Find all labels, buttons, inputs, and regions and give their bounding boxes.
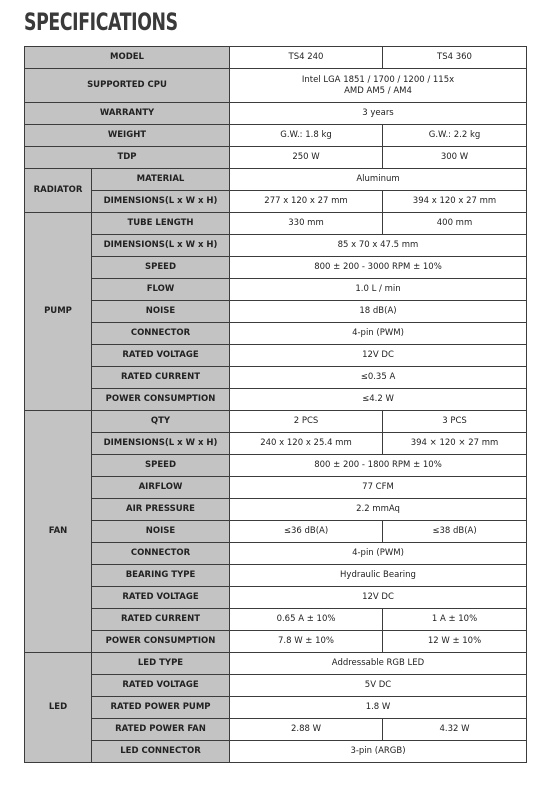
cell-value: 394 x 120 x 27 mm	[383, 191, 527, 213]
cell-value: ≤4.2 W	[230, 389, 527, 411]
table-row	[25, 499, 527, 521]
row-label: WARRANTY	[25, 103, 230, 125]
table-row	[25, 455, 527, 477]
cell-value: 2.2 mmAq	[230, 499, 527, 521]
group-label-pump: PUMP	[25, 213, 92, 411]
cell-value: Addressable RGB LED	[230, 653, 527, 675]
cell-value: 4.32 W	[383, 719, 527, 741]
cell-value: 1.0 L / min	[230, 279, 527, 301]
cell-value: ≤0.35 A	[230, 367, 527, 389]
specifications-table	[24, 46, 527, 763]
row-label: CONNECTOR	[92, 323, 230, 345]
row-label: DIMENSIONS(L x W x H)	[92, 191, 230, 213]
table-row	[25, 191, 527, 213]
table-row	[25, 213, 527, 235]
cell-value: 240 x 120 x 25.4 mm	[230, 433, 383, 455]
cell-value: ≤36 dB(A)	[230, 521, 383, 543]
cell-value: TS4 360	[383, 47, 527, 69]
cell-value: 277 x 120 x 27 mm	[230, 191, 383, 213]
table-row	[25, 631, 527, 653]
table-row	[25, 389, 527, 411]
table-row	[25, 543, 527, 565]
row-label: NOISE	[92, 521, 230, 543]
row-label: MATERIAL	[92, 169, 230, 191]
row-label: QTY	[92, 411, 230, 433]
table-row	[25, 147, 527, 169]
row-label: LED CONNECTOR	[92, 741, 230, 763]
cell-value: 5V DC	[230, 675, 527, 697]
table-row	[25, 301, 527, 323]
cell-value: TS4 240	[230, 47, 383, 69]
cpu-line-2: AMD AM5 / AM4	[344, 85, 412, 96]
cell-value: 0.65 A ± 10%	[230, 609, 383, 631]
cell-value: 4-pin (PWM)	[230, 323, 527, 345]
row-label: RATED CURRENT	[92, 367, 230, 389]
table-row	[25, 697, 527, 719]
table-row	[25, 279, 527, 301]
row-label: RATED CURRENT	[92, 609, 230, 631]
table-row	[25, 675, 527, 697]
row-label: WEIGHT	[25, 125, 230, 147]
row-label: FLOW	[92, 279, 230, 301]
table-row	[25, 345, 527, 367]
cell-value: Aluminum	[230, 169, 527, 191]
cell-value: G.W.: 1.8 kg	[230, 125, 383, 147]
row-label: RATED VOLTAGE	[92, 675, 230, 697]
cell-value: 330 mm	[230, 213, 383, 235]
table-row	[25, 565, 527, 587]
table-row	[25, 235, 527, 257]
group-label-led: LED	[25, 653, 92, 763]
row-label: RATED VOLTAGE	[92, 587, 230, 609]
row-label: POWER CONSUMPTION	[92, 631, 230, 653]
table-row	[25, 125, 527, 147]
row-label: BEARING TYPE	[92, 565, 230, 587]
cell-value: 400 mm	[383, 213, 527, 235]
table-row	[25, 433, 527, 455]
table-row	[25, 411, 527, 433]
row-label: MODEL	[25, 47, 230, 69]
cell-value: 800 ± 200 - 1800 RPM ± 10%	[230, 455, 527, 477]
cpu-line-1: Intel LGA 1851 / 1700 / 1200 / 115x	[301, 74, 455, 85]
cell-value: 12V DC	[230, 345, 527, 367]
table-row	[25, 257, 527, 279]
group-label-radiator: RADIATOR	[25, 169, 92, 213]
cell-value: 3 years	[230, 103, 527, 125]
row-label: RATED VOLTAGE	[92, 345, 230, 367]
cell-value: ≤38 dB(A)	[383, 521, 527, 543]
table-row	[25, 587, 527, 609]
table-row	[25, 367, 527, 389]
cell-value: 2.88 W	[230, 719, 383, 741]
table-row	[25, 741, 527, 763]
cell-value: 85 x 70 x 47.5 mm	[230, 235, 527, 257]
table-row	[25, 323, 527, 345]
cell-value: 12 W ± 10%	[383, 631, 527, 653]
row-label: POWER CONSUMPTION	[92, 389, 230, 411]
cell-value: 3-pin (ARGB)	[230, 741, 527, 763]
table-row	[25, 69, 527, 103]
table-row	[25, 653, 527, 675]
table-row	[25, 47, 527, 69]
cell-value: 394 × 120 × 27 mm	[383, 433, 527, 455]
cell-value	[230, 69, 527, 103]
cell-value: 77 CFM	[230, 477, 527, 499]
group-label-fan: FAN	[25, 411, 92, 653]
row-label: SPEED	[92, 455, 230, 477]
row-label: RATED POWER FAN	[92, 719, 230, 741]
table-row	[25, 103, 527, 125]
row-label: LED TYPE	[92, 653, 230, 675]
row-label: CONNECTOR	[92, 543, 230, 565]
cell-value: G.W.: 2.2 kg	[383, 125, 527, 147]
row-label: TDP	[25, 147, 230, 169]
row-label: TUBE LENGTH	[92, 213, 230, 235]
cell-value: 300 W	[383, 147, 527, 169]
table-row	[25, 609, 527, 631]
page-title: SPECIFICATIONS	[24, 8, 178, 36]
table-row	[25, 169, 527, 191]
cell-value: 250 W	[230, 147, 383, 169]
table-row	[25, 477, 527, 499]
table-row	[25, 719, 527, 741]
cell-value: Hydraulic Bearing	[230, 565, 527, 587]
row-label: DIMENSIONS(L x W x H)	[92, 433, 230, 455]
row-label: AIR PRESSURE	[92, 499, 230, 521]
row-label: SUPPORTED CPU	[25, 69, 230, 103]
row-label: AIRFLOW	[92, 477, 230, 499]
cell-value: 7.8 W ± 10%	[230, 631, 383, 653]
row-label: RATED POWER PUMP	[92, 697, 230, 719]
cell-value: 800 ± 200 - 3000 RPM ± 10%	[230, 257, 527, 279]
cell-value: 18 dB(A)	[230, 301, 527, 323]
cell-value: 1.8 W	[230, 697, 527, 719]
cell-value: 3 PCS	[383, 411, 527, 433]
row-label: NOISE	[92, 301, 230, 323]
row-label: SPEED	[92, 257, 230, 279]
table-row	[25, 521, 527, 543]
cell-value: 1 A ± 10%	[383, 609, 527, 631]
cell-value: 4-pin (PWM)	[230, 543, 527, 565]
cell-value: 12V DC	[230, 587, 527, 609]
row-label: DIMENSIONS(L x W x H)	[92, 235, 230, 257]
cell-value: 2 PCS	[230, 411, 383, 433]
